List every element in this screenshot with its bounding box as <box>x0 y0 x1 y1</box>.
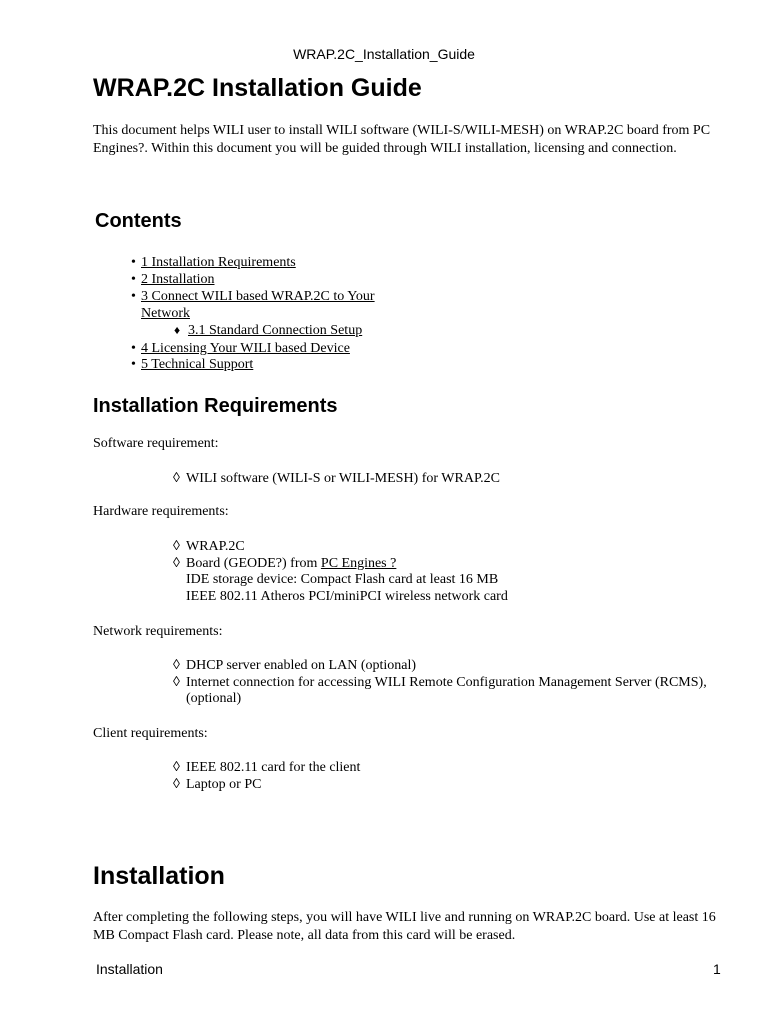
section-heading-installation: Installation <box>93 862 225 890</box>
software-requirement-label: Software requirement: <box>93 436 219 451</box>
diamond-bullet-icon: ◊ <box>173 777 180 792</box>
diamond-bullet-icon: ◊ <box>173 471 180 486</box>
toc-item-installation[interactable] <box>141 271 215 288</box>
page-title: WRAP.2C Installation Guide <box>93 74 422 102</box>
toc-bullet: • <box>131 341 136 356</box>
contents-heading: Contents <box>95 210 182 232</box>
toc-bullet: • <box>131 289 136 304</box>
toc-item-standard-connection[interactable] <box>188 322 362 339</box>
toc-link[interactable]: 3.1 Standard Connection Setup <box>188 323 363 338</box>
toc-item-installation-requirements[interactable] <box>141 254 296 271</box>
section-heading-installation-requirements: Installation Requirements <box>93 395 338 417</box>
installation-paragraph: After completing the following steps, you will have WILI live and running on WRAP.2C board. Use at least 16 MB Compact Flash card. Please note, all data from this card will be erased. <box>93 910 716 943</box>
toc-bullet: • <box>131 255 136 270</box>
requirement-text: Board (GEODE?) from <box>186 556 321 571</box>
toc-link[interactable]: 3 Connect WILI based WRAP.2C to Your <box>141 289 375 304</box>
requirement-text: DHCP server enabled on LAN (optional) <box>186 658 417 673</box>
requirement-item <box>173 555 396 572</box>
requirement-text-continued: IDE storage device: Compact Flash card at least 16 MB <box>186 572 499 587</box>
toc-item-connect-wili[interactable] <box>141 288 375 305</box>
running-header: WRAP.2C_Installation_Guide <box>293 46 475 62</box>
toc-link[interactable]: 4 Licensing Your WILI based Device <box>141 341 350 356</box>
toc-item-technical-support[interactable] <box>141 356 253 373</box>
requirement-text: WILI software (WILI-S or WILI-MESH) for WRAP.2C <box>186 471 501 486</box>
requirement-text: WRAP.2C <box>186 539 245 554</box>
toc-bullet: • <box>131 357 136 372</box>
diamond-bullet-icon: ◊ <box>173 658 180 673</box>
requirement-item <box>173 776 261 793</box>
requirement-text-continued: (optional) <box>186 691 242 706</box>
requirement-item <box>173 470 500 487</box>
requirement-text: IEEE 802.11 card for the client <box>186 760 361 775</box>
diamond-bullet-icon: ◊ <box>173 539 180 554</box>
requirement-item <box>173 674 707 691</box>
toc-link[interactable]: 2 Installation <box>141 272 215 287</box>
footer-section-name: Installation <box>96 961 163 977</box>
pc-engines-link[interactable]: PC Engines ? <box>320 556 397 571</box>
toc-item-licensing[interactable] <box>141 340 350 357</box>
toc-link[interactable]: 1 Installation Requirements <box>141 255 296 270</box>
diamond-bullet-icon: ◊ <box>173 760 180 775</box>
toc-bullet-diamond: ♦ <box>174 323 181 337</box>
toc-link[interactable]: 5 Technical Support <box>141 357 254 372</box>
requirement-text: Laptop or PC <box>186 777 262 792</box>
toc-item-connect-wili-cont[interactable] <box>141 305 190 322</box>
requirement-item <box>173 657 416 674</box>
hardware-requirements-label: Hardware requirements: <box>93 504 229 519</box>
requirement-text: Internet connection for accessing WILI Remote Configuration Management Server (RCMS), <box>186 675 707 690</box>
diamond-bullet-icon: ◊ <box>173 556 180 571</box>
intro-paragraph: This document helps WILI user to install WILI software (WILI-S/WILI-MESH) on WRAP.2C board from PC Engines?. Within this document you will be guided through WILI installation, licensing and connection. <box>93 123 711 156</box>
client-requirements-label: Client requirements: <box>93 726 208 741</box>
requirement-item <box>173 759 360 776</box>
page-number: 1 <box>713 961 721 977</box>
requirement-item <box>173 538 245 555</box>
diamond-bullet-icon: ◊ <box>173 675 180 690</box>
requirement-text-continued: IEEE 802.11 Atheros PCI/miniPCI wireless network card <box>186 589 508 604</box>
toc-link[interactable]: Network <box>141 306 190 321</box>
network-requirements-label: Network requirements: <box>93 624 223 639</box>
toc-bullet: • <box>131 272 136 287</box>
